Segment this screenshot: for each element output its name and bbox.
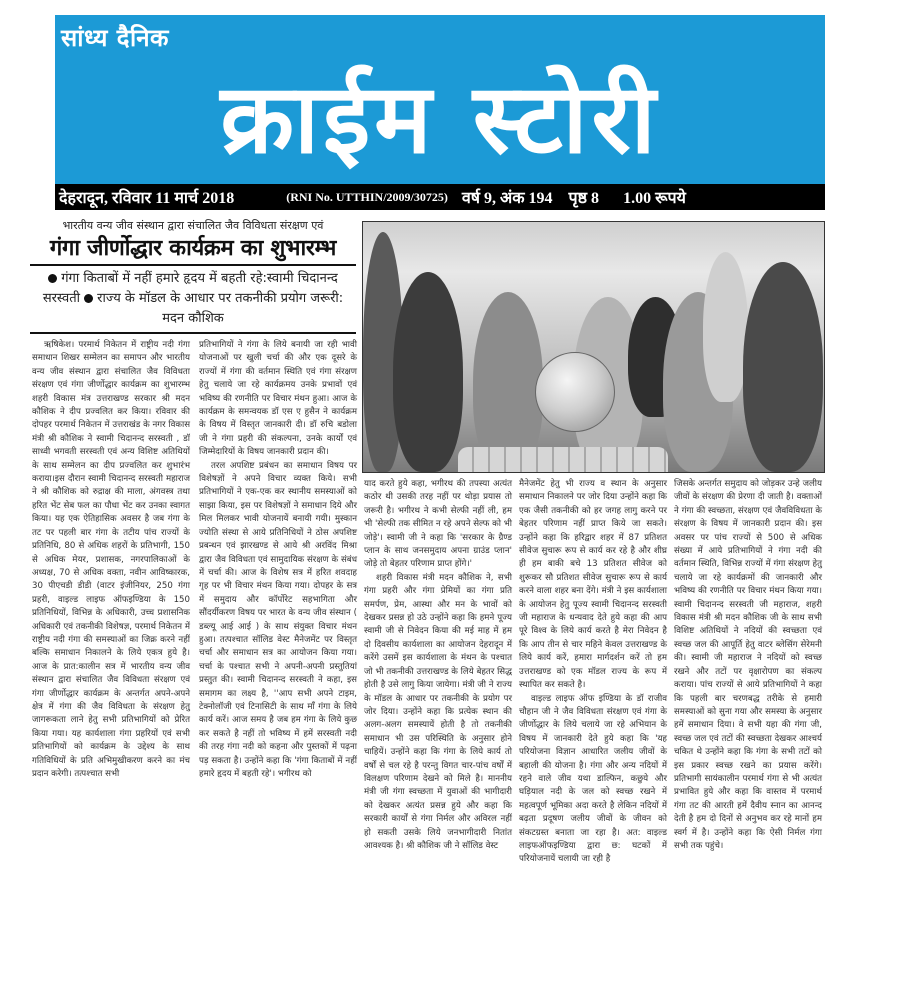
paragraph: प्रतिभागियों ने गंगा के लिये बनायी जा रही भावी योजनाओं पर खुली चर्चा की और एक दूसरे के राज्यों में गंगा की वर्तमान स्थिति एवं गंगा संरक्षण हेतु चलाये जा रहे कार्यक्रमय उनके प्रभावों एवं भविष्य की रणनीति पर विचार मंथन हुआ। आज के कार्यक्रम के समन्वयक डॉ एस ए हुसैन ने कार्यक्रम के विषय में विस्तृत जानकारी दी। डॉ रुचि बडोला जी ने गंगा प्रहरी की संकल्पना, उनके कार्यों एवं जिम्मेदारियों के विषय जानकारी प्रदान की। (199, 340, 357, 458)
photo-person (743, 262, 823, 472)
masthead-subtitle: सांध्य दैनिक (61, 24, 169, 52)
article-subhead (30, 266, 356, 332)
paragraph: तरल अपशिष्ट प्रबंधन का समाधान विषय पर विशेषज्ञों ने अपने विचार व्यक्त किये। सभी प्रतिभागियों ने एक-एक कर स्थानीय समस्याओं को साझा किया, इस पर विशेषज्ञों ने समाधान दिये और मिल मिलकर भावी योजनायें बनायी गयी। मुस्कान ज्योति संस्था से आये प्रतिनिधियों ने ठोस अपशिष्ट प्रबन्धन एवं झारखण्ड से आये श्री अरविंद मिश्रा द्वारा जैव विविधता एवं सामुदायिक संरक्षण के संबंध में चर्चा की। आज के विशेष सत्र में हरित शवदाह गृह पर भी विचार मंथन किया गया। दोपहर के सत्र में समुदाय और कॉर्पोरेट सहभागिता और सौंदर्यीकरण विषय पर भारत के वन्य जीव संस्थान ( डब्ल्यू आई आई ) के साथ संयुक्त विचार मंथन हुआ। तत्पश्चात सॉलिड वेस्ट मैनेजमेंट पर विस्तृत चर्चा और समाधान सत्र का आयोजन किया गया। चर्चा के पश्चात सभी ने अपनी-अपनी प्रस्तुतियां प्रस्तुत की। स्वामी चिदानन्द सरस्वती ने कहा, इस समागम का लक्ष्य है, ''आप सभी अपने टाइम, टेक्नोलॉजी एवं टिनासिटी के साथ माँ गंगा के लिये कार्य करें। आज समय है जब हम गंगा के लिये कुछ कर सकते है नहीं तो भविष्य में हमें सरस्वती नदी की तरह गंगा नदी को कहना और पुस्तकों में पढ़ना पड़ सकता है। उन्होंने कहा कि 'गंगा किताबों में नहीं हमारे हृदय में बहती रहे'। भगीरथ को (199, 460, 357, 779)
paragraph: वाइल्ड लाइफ ऑफ इण्डिया के डॉ राजीव चौहान जी ने जैव विविधता संरक्षण एवं गंगा के जीर्णोद्धार के लिये चलाये जा रहे अभियान के विषय में जानकारी देते हुये कहा कि 'यह परियोजना विज्ञान आधारित जलीय जीवों के बहाली की योजना है। गंगा और अन्य नदियों में रहने वाले जीव यथा डाल्फिन, कछुये और घड़ियाल नदी के जल को स्वच्छ रखने में महत्वपूर्ण भूमिका अदा करते है लेकिन नदियों में बढ़ता प्रदूषण जलीय जीवों के जीवन को संकटग्रस्त बनाता जा रहा है। अत: वाइल्ड लाइफऑफइण्डिया द्वारा छ: घटकों में परियोजनायें चलायी जा रही है (519, 693, 667, 865)
paragraph: ऋषिकेश। परमार्थ निकेतन में राष्ट्रीय नदी गंगा समाधान शिखर सम्मेलन का समापन और भारतीय वन्य जीव संस्थान द्वारा संचालित जैव विविधता संरक्षण एवं गंगा जीर्णोद्धार कार्यक्रम का शुभारम्भ शहरी विकास मंत्र उत्तराखण्ड सरकार श्री मदन कौशिक ने दीप प्रज्वलित कर किया। रविवार की दोपहर परमार्थ निकेतन में उत्तराखंड के नगर विकास मंत्री श्री कौशिक ने स्वामी चिदानन्द सरस्वती , डॉ साध्वी भगवती सरस्वती एवं अन्य विशिष्ट अतिथियों के साथ सम्मेलन का दीप प्रज्वलित कर शुभारंभ कराया।इस दौरान स्वामी चिदानन्द सरस्वती महाराज ने श्री कौशिक को रुद्राक्ष की माला, अंगवस्त्र तथा हरित भेंट सेब फल का पौधा भेंट कर उनका स्वागत किया। यह एक ऐतिहासिक अवसर है जब गंगा के तट पर पहली बार गंगा के तटीय पांच राज्यों के प्रतिनिधि, 80 से अधिक शहरों के प्रतिभागी, 150 से अधिक मेयर, प्रशासक, नगरपालिकाओं के अध्यक्ष, 70 से अधिक वक्ता, नवीन आविष्कारक, 30 पीएचडी डीडी (वाटर इंजीनियर, 250 गंगा प्रहरी, वाइल्ड लाइफ ऑफइण्डिया के 150 प्रतिनिधियों, विभिन्न के अधिकारी, उच्च प्रशासनिक अधिकारी एवं तकनीकी विशेषज्ञ, परमार्थ निकेतन में राष्ट्रीय नदी गंगा की समस्याओं का जिक्र करने नहीं बल्कि समाधान निकालने के लिये एकत्र हुये है। आज के प्रात:कालीन सत्र में भारतीय वन्य जीव संस्थान द्वारा संचालित जैव विविधता संरक्षण एवं गंगा जीर्णोद्धार कार्यक्रम के अन्तर्गत अपने-अपने क्षेत्र में गंगा की जैव विविधता के संरक्षण हेतु जागरूकता लाने हेतु सभी प्रतिभागियों को प्रेरित किया गया। यह कार्यशाला गंगा प्रहरियों एवं सभी प्रतिभागियों को कार्यक्रम के उद्देश्य के साथ गतिविधियों के प्रति अभिमुखीकरण करने का मंच प्रदान करेगी। तत्पश्चात सभी (32, 340, 190, 779)
masthead-title: क्राईम स्टोरी (220, 63, 660, 175)
article-photo (362, 221, 825, 473)
bullet-icon (84, 294, 93, 303)
photo-person (703, 252, 748, 402)
article-headline: गंगा जीर्णोद्धार कार्यक्रम का शुभारम्भ (49, 236, 337, 261)
article-column-5 (674, 478, 822, 853)
photo-person (473, 292, 543, 472)
article-kicker: भारतीय वन्य जीव संस्थान द्वारा संचालित जैव विविधता संरक्षण एवं (62, 219, 324, 232)
paragraph: शहरी विकास मंत्री मदन कौशिक ने, सभी गंगा प्रहरी और गंगा प्रेमियों का गंगा प्रति समर्पण, प्रेम, आस्था और मन के भावों को देखकर प्रसन्न हो उठे उन्होंने कहा कि हमने पूज्य स्वामी जी से निवेदन किया की मई माह में हम दो दिवसीय कार्यशाला का आयोजन देहरादून में करेंगे उसमें इस कार्यशाला के मंथन के पश्चात जो भी तकनीकी उत्तराखण्ड के लिये बेहतर सिद्ध होती है उसे लागु किया जायेगा। मंत्री जी ने राज्य के मॉडल के आधार पर तकनीकी के प्रयोग पर जोर दिया। उन्होंने कहा कि प्रत्येक स्थान की अलग-अलग समस्यायें होती है तो तकनीकी समाधान भी उस परिस्थिति के अनुसार होने चाहियें। उन्होंने कहा कि गंगा के लिये कार्य तो वर्षों से चल रहे है परन्तु विगत चार-पांच वर्षों में विलक्षण परिणाम देखने को मिले है। माननीय मंत्री जी गंगा स्वच्छता में युवाओं की भागीदारी को देखकर अत्यंत प्रसन्न हुये और कहा कि सरकारी कार्यों से गंगा निर्मल और अविरल नहीं हो सकती उसके लिये जनभागीदारी नितांत आवश्यक है। श्री कौशिक जी ने सॉलिड वेस्ट (364, 572, 512, 851)
subhead-rule (30, 332, 356, 334)
dateline-rni: (RNI No. UTTHIN/2009/30725) (286, 189, 448, 204)
article-column-1 (32, 339, 190, 781)
subhead-2: राज्य के मॉडल के आधार पर तकनीकी प्रयोग जरूरी: मदन कौशिक (97, 291, 344, 326)
article-column-4 (519, 478, 667, 867)
globe-image (535, 352, 615, 432)
headline-block (30, 218, 356, 334)
paragraph: मैनेजमेंट हेतु भी राज्य व स्थान के अनुसार समाधान निकालने पर जोर दिया उन्होंने कहा कि एक जैसी तकनीकी को हर जगह लागु करने पर बेहतर परिणाम नहीं प्राप्त किये जा सकते। उन्होंने कहा कि हरिद्वार शहर में 87 प्रतिशत सीवेज सुचारू रूप से कार्य कर रहे है और शीघ्र ही हम बाकी बचे 13 प्रतिशत सीवेज को शुरूकर सौ प्रतिशत सीवेज सुचारू रूप से कार्य करने वाला शहर बना देंगे। मंत्री ने इस कार्यशाला के आयोजन हेतु पूज्य स्वामी चिदानन्द सरस्वती जी महाराज के धन्यवाद देते हुये कहा की आप पूरे विश्व के लिये कार्य करते है मेरा निवेदन है कि आप तीन से चार महिने केवल उत्तराखण्ड के लिये कार्य करें, हमारा मार्गदर्शन करें तो हम उत्तराखण्ड को एक मॉडल राज्य के रूप में स्थापित कर सकते है। (519, 479, 667, 691)
dateline-bar (55, 184, 825, 210)
masthead (55, 15, 825, 185)
photo-person (393, 272, 463, 472)
bullet-icon (48, 274, 57, 283)
paragraph: जिसके अन्तर्गत समुदाय को जोड़कर उन्हे जलीय जीवों के संरक्षण की प्रेरणा दी जाती है। वक्ताओं ने गंगा की स्वच्छता, संरक्षण एवं जैवविविधता के संरक्षण के विषय में जानकारी प्रदान की। इस अवसर पर पांच राज्यों से 500 से अधिक संख्या में आये प्रतिभागियों ने गंगा नदी की वर्तमान स्थिति, विभिन्न राज्यों में गंगा संरक्षण हेतु चलाये जा रहे कार्यक्रमों की जानकारी और भविष्य की रणनीति पर विचार मंथन किया गया। स्वामी चिदानन्द सरस्वती जी महाराज, शहरी विकास मंत्री श्री मदन कौशिक जी के साथ सभी विशिष्ट अतिथियों ने नदियों की स्वच्छता एवं स्वच्छ जल की आपूर्ति हेतु वाटर ब्लेसिंग सेरेमनी की। स्वामी जी महाराज ने नदियों को स्वच्छ रखने और तटों पर वृक्षारोपण का संकल्प कराया। पांच राज्यों से आये प्रतिभागियों ने कहा कि पहली बार चरणबद्ध तरीके से हमारी समस्याओं को सुना गया और समस्या के अनुसार हमें समाधान दिया। वे सभी यहा की गंगा जी, स्वच्छ जल एवं तटों की स्वच्छता देखकर आश्चर्य चकित थे उन्होंने कहा कि गंगा के सभी तटों को इस प्रकार स्वच्छ रखने का प्रयास करेंगे। प्रतिभागी सायंकालीन परमार्थ गंगा से भी अत्यंत प्रभावित हुये और कहा कि वास्तव में परमार्थ गंगा तट की आरती हमें दैवीय स्नान का आनन्द देती है हम दो दिनों से अनुभव कर रहे मानों हम स्वर्ग में है। उन्होंने कहा कि ऐसी निर्मल गंगा सभी तक पहुंचे। (674, 479, 822, 851)
paragraph: याद करते हुये कहा, भगीरथ की तपस्या अत्यंत कठोर थी उसकी तरह नहीं पर थोड़ा प्रयास तो जरूरी है। भगीरथ ने कभी सेल्फी नहीं ली, हम भी 'सेल्फी तक सीमित न रहे अपने सेल्फ को भी जोड़े'। स्वामी जी ने कहा कि 'सरकार के ग्रैण्ड प्लान के साथ जनसमुदाय अपना ग्राउंड प्लान' जोड़े तो बेहतर परिणाम प्राप्त होंगे।' (364, 479, 512, 570)
dateline-price: 1.00 रूपये (623, 190, 686, 207)
article-column-2 (199, 339, 357, 781)
lotus-stand-image (458, 447, 668, 473)
dateline-page: पृष्ठ 8 (568, 190, 600, 207)
subhead-1: गंगा किताबों में नहीं हमारे हृदय में बहती रहे:स्वामी चिदानन्द सरस्वती (42, 271, 338, 306)
dateline-date: देहरादून, रविवार 11 मार्च 2018 (59, 190, 235, 207)
dateline-issue: वर्ष 9, अंक 194 (461, 190, 553, 207)
article-column-3 (364, 478, 512, 853)
